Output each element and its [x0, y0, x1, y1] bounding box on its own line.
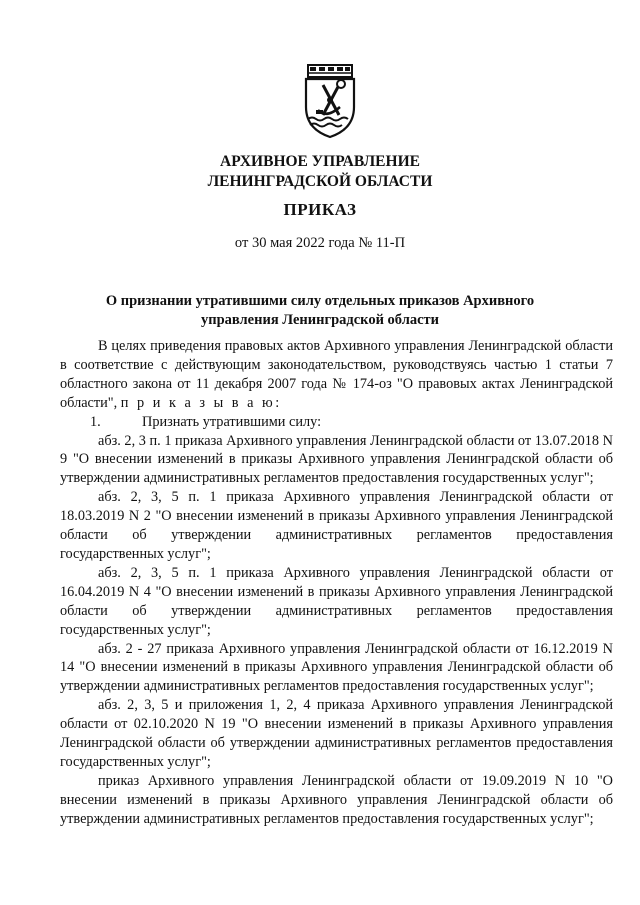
organization-name-line2: ЛЕНИНГРАДСКОЙ ОБЛАСТИ [207, 173, 433, 190]
document-type: ПРИКАЗ [283, 200, 357, 219]
document-body [60, 337, 613, 829]
item-1 [60, 413, 613, 432]
preamble-paragraph [60, 337, 613, 413]
document-date-number: от 30 мая 2022 года № 11-П [234, 235, 406, 251]
item-1-text: Признать утратившими силу: [142, 413, 322, 430]
clause-paragraph: абз. 2, 3, 5 п. 1 приказа Архивного управления Ленинградской области от 16.04.2019 N 4 "О внесении изменений в приказы Архивного управления Ленинградской области об утверждении административных регламентов предоставления государственных услуг"; [60, 564, 613, 638]
clause-paragraph: абз. 2, 3, 5 и приложения 1, 2, 4 приказа Архивного управления Ленинградской области от 02.10.2020 N 19 "О внесении изменений в приказы Архивного управления Ленинградской области об утверждении административных регламентов предоставления государственных услуг"; [60, 697, 613, 770]
subject-line2: управления Ленинградской области [200, 312, 439, 328]
clause-paragraph: абз. 2, 3, 5 п. 1 приказа Архивного управления Ленинградской области от 18.03.2019 N 2 "О внесении изменений в приказы Архивного управления Ленинградской области об утверждении административных регламентов предоставления государственных услуг"; [60, 489, 613, 562]
item-1-number: 1. [90, 413, 101, 430]
subject-line1: О признании утратившими силу отдельных приказов Архивного [105, 293, 535, 309]
preamble-orders: п р и к а з ы в а ю: [120, 394, 282, 411]
coat-of-arms-emblem [301, 63, 359, 139]
clause-paragraph: абз. 2 - 27 приказа Архивного управления Ленинградской области от 16.12.2019 N 14 "О внесении изменений в приказы Архивного управления Ленинградской области об утверждении административных регламентов предоставления государственных услуг"; [60, 640, 613, 695]
preamble-text: В целях приведения правовых актов Архивного управления Ленинградской области в соответствие с действующим законодательством, руководствуясь частью 1 статьи 7 областного закона от 11 декабря 2007 года № 174-оз "О правовых актах Ленинградской области", [60, 338, 613, 411]
document-subject [0, 292, 640, 330]
clause-paragraph: приказ Архивного управления Ленинградской области от 19.09.2019 N 10 "О внесении изменений в приказы Архивного управления Ленинградской области об утверждении административных регламентов предоставления государственных услуг"; [60, 772, 613, 827]
clause-paragraph: абз. 2, 3 п. 1 приказа Архивного управления Ленинградской области от 13.07.2018 N 9 "О внесении изменений в приказы Архивного управления Ленинградской области об утверждении административных регламентов предоставления государственных услуг"; [60, 432, 613, 487]
organization-name [0, 152, 640, 192]
organization-name-line1: АРХИВНОЕ УПРАВЛЕНИЕ [220, 153, 420, 170]
